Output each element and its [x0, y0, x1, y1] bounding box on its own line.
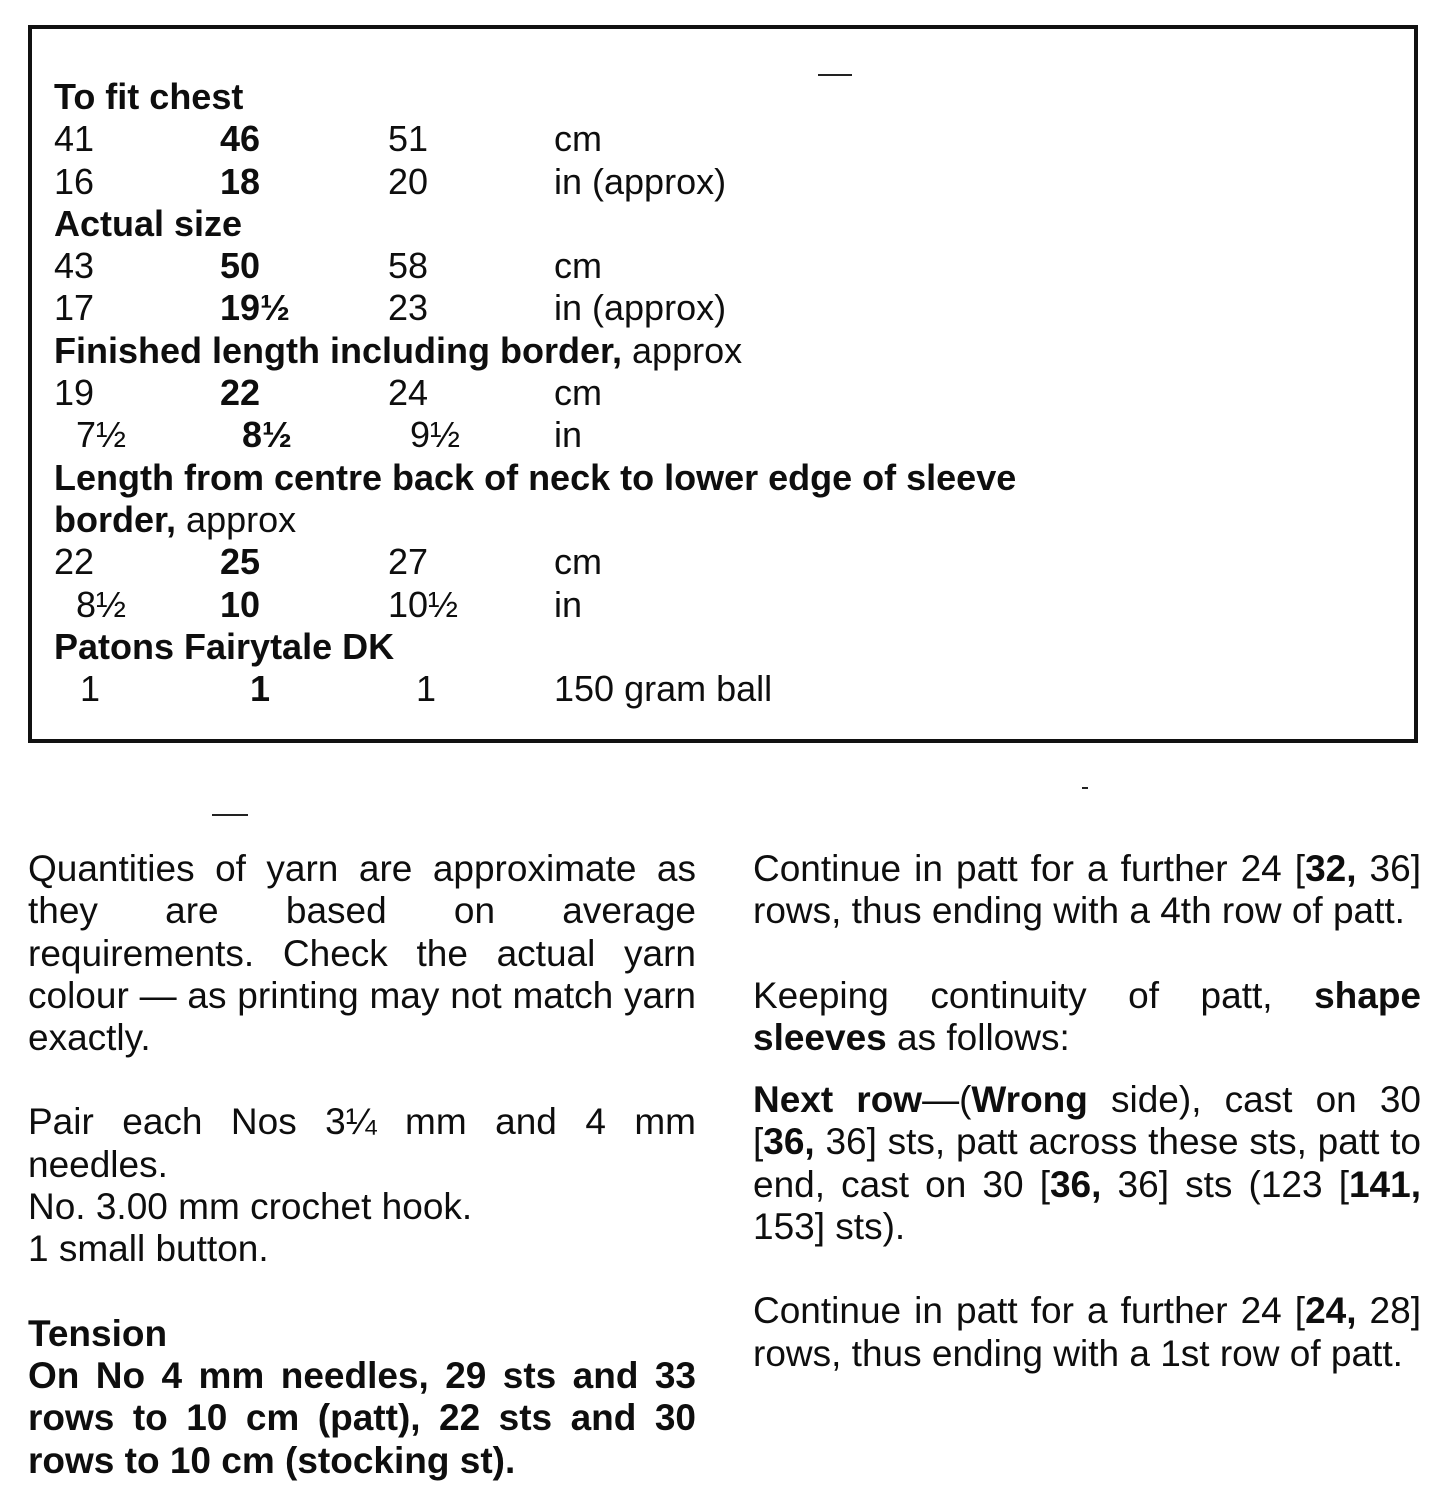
section-heading: Length from centre back of neck to lower edge of sleeve — [54, 456, 1017, 498]
tension-heading: Tension — [28, 1312, 168, 1354]
size-table — [54, 76, 1394, 710]
section-heading: Finished length including border, approx — [54, 329, 743, 371]
scan-speck — [1082, 787, 1088, 789]
scan-speck — [818, 74, 852, 76]
left-column — [28, 848, 696, 1482]
size-row: 7½ 8½ 9½ in — [76, 414, 583, 456]
size-row: 16 18 20 in (approx) — [54, 160, 727, 202]
instruction-paragraph: Next row—(Wrong side), cast on 30 [36, 36] sts, patt across these sts, patt to end, cast on 30 [36, 36] sts (123 [141, 153] sts). — [753, 1079, 1421, 1248]
size-row: 22 25 27 cm — [54, 541, 602, 583]
section-heading: Actual size — [54, 202, 243, 244]
size-row: 19 22 24 cm — [54, 372, 602, 414]
size-row: 41 46 51 cm — [54, 118, 602, 160]
button-text: 1 small button. — [28, 1228, 269, 1270]
size-row: 43 50 58 cm — [54, 245, 602, 287]
needles-text: Pair each Nos 3¼ mm and 4 mm needles. — [28, 1101, 696, 1185]
scan-speck — [212, 814, 248, 816]
right-column — [753, 848, 1421, 1375]
instruction-paragraph: Continue in patt for a further 24 [32, 36] rows, thus ending with a 4th row of patt. — [753, 848, 1421, 932]
tension-text: On No 4 mm needles, 29 sts and 33 rows to 10 cm (patt), 22 sts and 30 rows to 10 cm (stocking st). — [28, 1354, 696, 1481]
instruction-paragraph: Continue in patt for a further 24 [24, 28] rows, thus ending with a 1st row of patt. — [753, 1290, 1421, 1374]
instruction-paragraph: Keeping continuity of patt, shape sleeves as follows: — [753, 974, 1421, 1058]
section-heading-continued: border, approx — [54, 498, 297, 540]
hook-text: No. 3.00 mm crochet hook. — [28, 1186, 473, 1228]
size-row: 8½ 10 10½ in — [76, 583, 583, 625]
size-row: 17 19½ 23 in (approx) — [54, 287, 727, 329]
yarn-note: Quantities of yarn are approximate as they are based on average requirements. Check the actual yarn colour — as printing may not match yarn exactly. — [28, 848, 696, 1059]
section-heading: To fit chest — [54, 76, 244, 117]
section-heading: Patons Fairytale DK — [54, 625, 395, 667]
size-row: 1 1 1 150 gram ball — [80, 668, 773, 710]
